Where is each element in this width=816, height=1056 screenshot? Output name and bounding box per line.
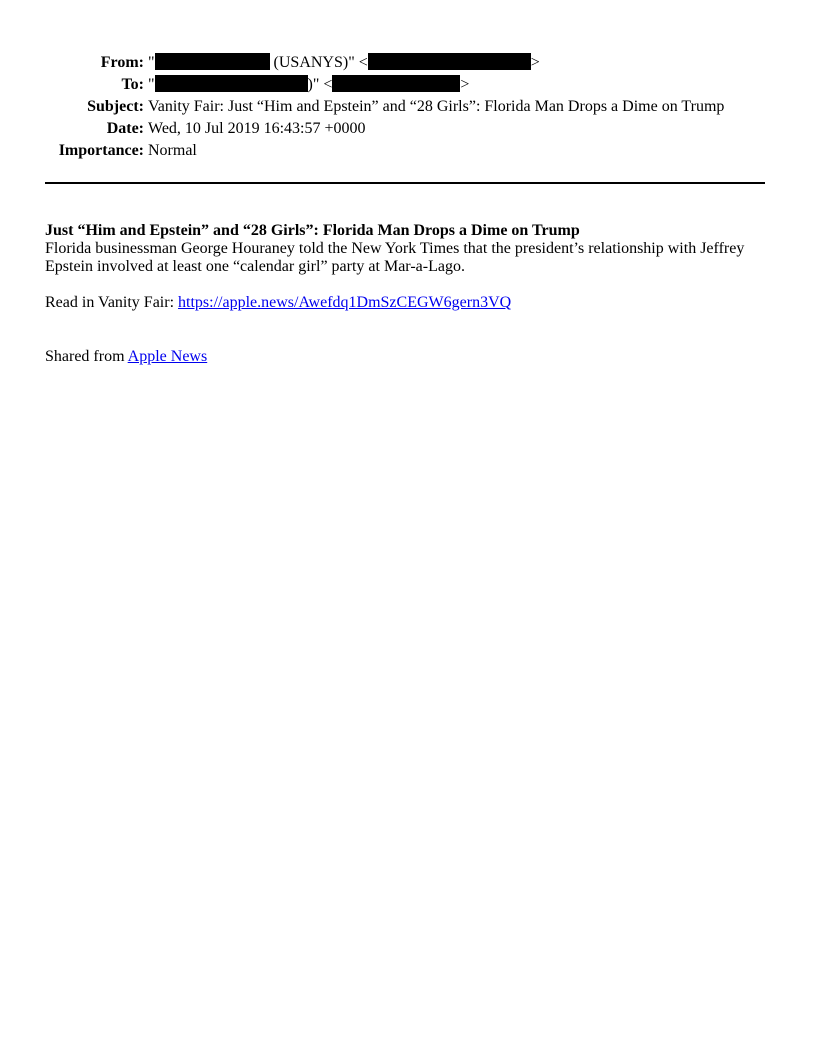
from-row [0, 52, 816, 74]
email-body [45, 222, 765, 366]
shared-from-label: Shared from [45, 348, 128, 365]
redacted-recipient-email [332, 75, 460, 92]
subject-value: Vanity Fair: Just “Him and Epstein” and “28 Girls”: Florida Man Drops a Dime on Trump [148, 98, 725, 115]
header-divider [45, 182, 765, 184]
subject-row [0, 96, 816, 118]
importance-label: Importance: [58, 142, 144, 159]
read-in-label: Read in Vanity Fair: [45, 294, 179, 311]
apple-news-link[interactable]: Apple News [127, 348, 208, 365]
from-name-suffix: (USANYS)" < [269, 54, 368, 71]
article-title: Just “Him and Epstein” and “28 Girls”: Florida Man Drops a Dime on Trump [45, 222, 580, 239]
subject-label: Subject: [87, 98, 144, 115]
to-close: > [460, 76, 470, 93]
to-name-suffix: )" < [307, 76, 333, 93]
redacted-recipient-name [155, 75, 308, 92]
importance-row [0, 140, 816, 162]
to-quote: " [148, 76, 155, 93]
date-label: Date: [106, 120, 144, 137]
from-value [148, 52, 540, 74]
redacted-sender-name [155, 53, 270, 70]
date-value: Wed, 10 Jul 2019 16:43:57 +0000 [148, 120, 366, 137]
from-label: From: [100, 54, 144, 71]
from-quote: " [148, 54, 155, 71]
importance-value: Normal [148, 142, 197, 159]
shared-from-line [45, 348, 765, 366]
to-value [148, 74, 469, 96]
article-summary: Florida businessman George Houraney told the New York Times that the president’s relationship with Jeffrey Epstein involved at least one “calendar girl” party at Mar-a-Lago. [45, 240, 745, 275]
from-close: > [530, 54, 540, 71]
email-header [0, 52, 816, 162]
to-row [0, 74, 816, 96]
date-row [0, 118, 816, 140]
article-link[interactable]: https://apple.news/Awefdq1DmSzCEGW6gern3VQ [178, 294, 512, 311]
redacted-sender-email [368, 53, 531, 70]
read-in-line [45, 294, 765, 312]
to-label: To: [121, 76, 144, 93]
